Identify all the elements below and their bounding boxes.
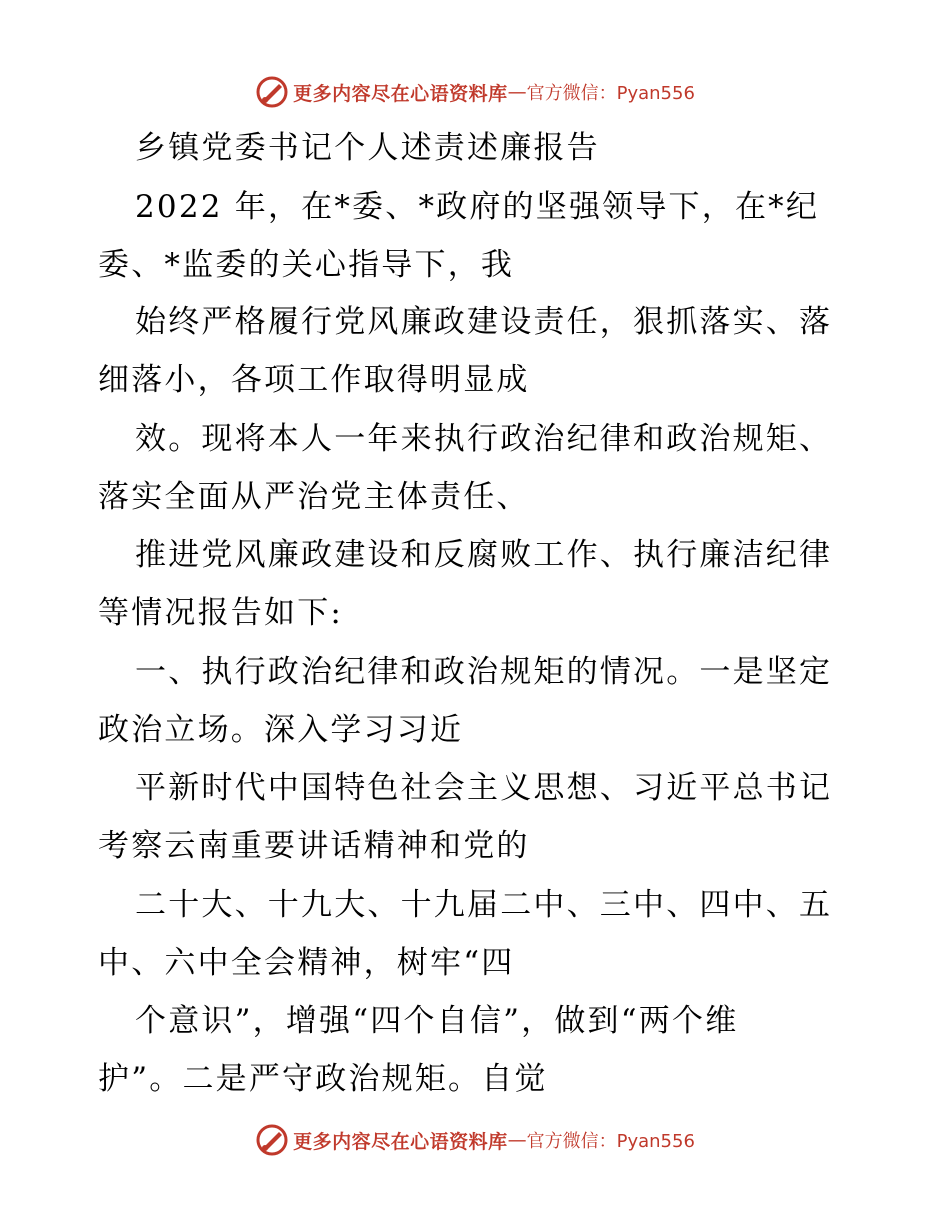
paragraph-line: 等情况报告如下:	[98, 595, 344, 631]
paragraph-line: 始终严格履行党风廉政建设责任，狠抓落实、落	[135, 304, 833, 340]
document-title: 乡镇党委书记个人述责述廉报告	[135, 130, 600, 166]
paragraph-line: 平新时代中国特色社会主义思想、习近平总书记	[135, 770, 833, 806]
paragraph-line: 一、执行政治纪律和政治规矩的情况。一是坚定	[135, 654, 833, 690]
paragraph-line: 政治立场。深入学习习近	[98, 712, 464, 748]
footer-banner	[0, 1118, 950, 1162]
paragraph-line: 护”。二是严守政治规矩。自觉	[98, 1061, 548, 1097]
paragraph-line: 2022 年，在*委、*政府的坚强领导下，在*纪	[135, 189, 820, 225]
paragraph-line: 细落小，各项工作取得明显成	[98, 362, 530, 398]
paragraph-line: 效。现将本人一年来执行政治纪律和政治规矩、	[135, 421, 833, 457]
brush-logo-icon	[255, 1123, 289, 1157]
banner-separator: —	[507, 81, 527, 103]
banner-title: 更多内容尽在心语资料库	[293, 1130, 508, 1153]
paragraph-line: 委、*监委的关心指导下，我	[98, 247, 515, 283]
paragraph-line: 个意识”，增强“四个自信”，做到“两个维	[135, 1003, 739, 1039]
brush-logo-icon	[255, 75, 289, 109]
banner-wechat: 官方微信：Pyan556	[526, 1131, 695, 1152]
paragraph-line: 落实全面从严治党主体责任、	[98, 479, 530, 515]
banner-title: 更多内容尽在心语资料库	[293, 82, 508, 105]
banner-wechat: 官方微信：Pyan556	[526, 83, 695, 104]
paragraph-line: 二十大、十九大、十九届二中、三中、四中、五	[135, 887, 833, 923]
banner-separator: —	[507, 1129, 527, 1151]
paragraph-line: 中、六中全会精神，树牢“四	[98, 945, 515, 981]
paragraph-line: 考察云南重要讲话精神和党的	[98, 828, 530, 864]
header-banner	[0, 70, 950, 114]
paragraph-line: 推进党风廉政建设和反腐败工作、执行廉洁纪律	[135, 537, 833, 573]
